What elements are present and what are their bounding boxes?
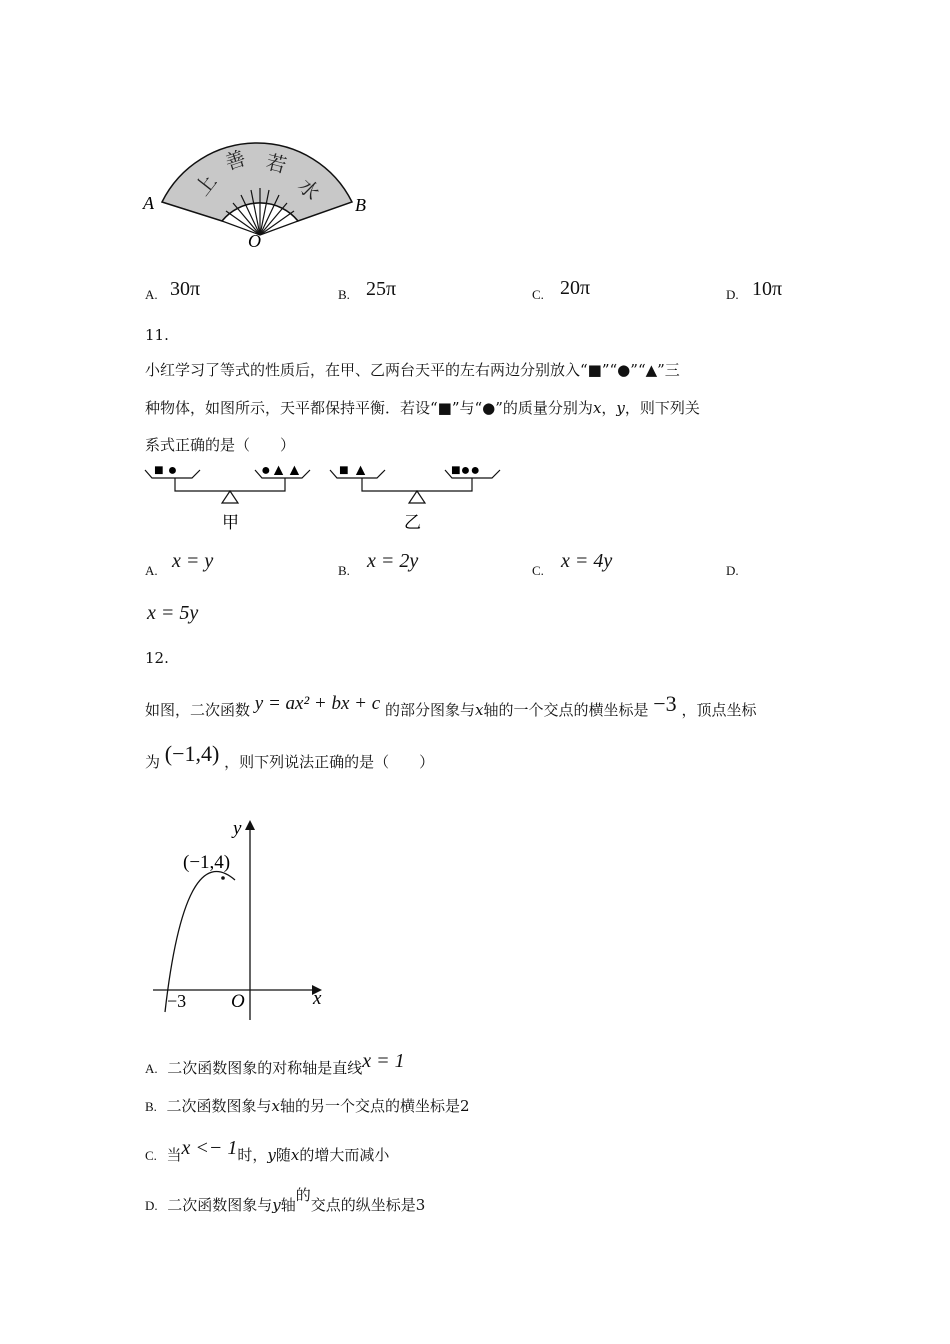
q10-option-b-label: B. xyxy=(338,287,350,302)
q11-option-c-value: x = 4y xyxy=(561,550,613,572)
q10-option-a-label: A. xyxy=(145,287,158,302)
q12-option-a-math: x = 1 xyxy=(362,1050,405,1072)
q11-option-d-label: D. xyxy=(726,563,739,578)
q12-vertex: (−1,4) xyxy=(164,741,220,766)
q11-option-a-label: A. xyxy=(145,563,158,578)
q12-root: −3 xyxy=(653,691,677,716)
fan-char-2: 善 xyxy=(222,147,249,175)
q11-stem-line2: 种物体，如图所示，天平都保持平衡．若设“■”与“●”的质量分别为x，y，则下列关 xyxy=(145,399,700,417)
balance-yi-label: 乙 xyxy=(404,513,421,532)
parabola-graph xyxy=(145,812,345,1027)
origin-label: O xyxy=(231,991,245,1012)
vertex-point xyxy=(221,876,225,880)
point-b-label: B xyxy=(355,195,366,215)
q12-option-d: D. 二次函数图象与y轴的交点的纵坐标是3 xyxy=(145,1186,426,1214)
q10-option-d-value: 10π xyxy=(752,278,783,300)
q10-option-d-label: D. xyxy=(726,287,739,302)
q12-stem-line1: 如图，二次函数 y = ax² + bx + c 的部分图象与x轴的一个交点的横坐标是 −3 ，顶点坐标 xyxy=(145,691,757,719)
fan-band xyxy=(162,143,352,221)
q12-function: y = ax² + bx + c xyxy=(254,693,381,714)
balance-figure xyxy=(140,458,510,538)
vertex-label: (−1,4) xyxy=(183,852,231,873)
fan-char-4: 水 xyxy=(293,174,324,205)
fan-char-1: 上 xyxy=(191,170,222,201)
q11-option-b-label: B. xyxy=(338,563,350,578)
q11-stem-line1: 小红学习了等式的性质后，在甲、乙两台天平的左右两边分别放入“■”“●”“▲”三 xyxy=(145,361,680,379)
q12-number: 12. xyxy=(145,649,169,667)
q11-option-d-value: x = 5y xyxy=(147,602,199,624)
q10-option-b-value: 25π xyxy=(366,278,397,300)
point-o-label: O xyxy=(248,231,261,251)
q11-option-b-value: x = 2y xyxy=(367,550,419,572)
q12-option-a: A. 二次函数图象的对称轴是直线x = 1 xyxy=(145,1050,405,1077)
q11-option-c-label: C. xyxy=(532,563,544,578)
fan-figure xyxy=(135,115,385,255)
q12-stem-line2: 为 (−1,4) ，则下列说法正确的是（ ） xyxy=(145,741,435,771)
q10-option-c-value: 20π xyxy=(560,277,591,299)
q11-option-a-value: x = y xyxy=(172,550,214,572)
q10-option-a-value: 30π xyxy=(170,278,201,300)
balance-jia-label: 甲 xyxy=(222,513,239,532)
point-a-label: A xyxy=(143,193,154,213)
q11-stem-line3: 系式正确的是（ ） xyxy=(145,436,296,454)
balance-yi-right-objects: ■●● xyxy=(451,462,480,479)
q10-option-c-label: C. xyxy=(532,287,544,302)
q12-option-c: C. 当x <− 1时，y随x的增大而减小 xyxy=(145,1137,390,1164)
q12-option-c-math: x <− 1 xyxy=(181,1137,238,1159)
root-label: −3 xyxy=(167,991,187,1011)
balance-jia-right-objects: ●▲▲ xyxy=(261,462,303,479)
x-axis-label: x xyxy=(313,988,322,1009)
q11-number: 11. xyxy=(145,326,169,344)
balance-jia-left-objects: ■ ● xyxy=(154,462,178,479)
q12-option-b: B. 二次函数图象与x轴的另一个交点的横坐标是2 xyxy=(145,1097,470,1115)
y-axis-label: y xyxy=(233,818,242,839)
fan-char-3: 若 xyxy=(263,151,289,178)
balance-yi-left-objects: ■ ▲ xyxy=(339,462,369,479)
